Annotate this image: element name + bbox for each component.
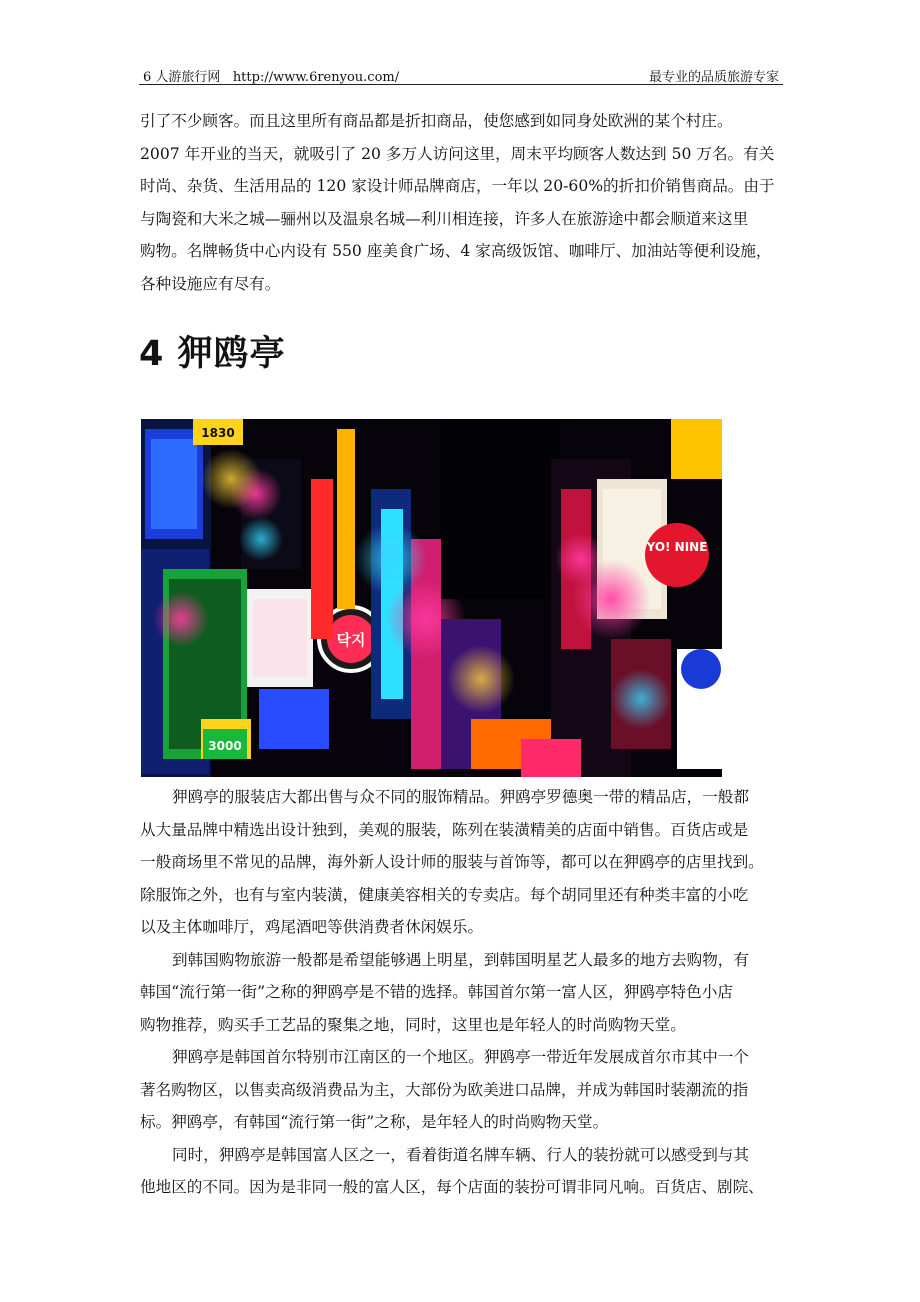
paragraph bbox=[140, 781, 786, 944]
text-line: 购物。名牌畅货中心内设有 550 座美食广场、4 家高级饭馆、咖啡厅、加油站等便利设施， bbox=[140, 242, 772, 260]
text-line: 著名购物区，以售卖高级消费品为主，大部份为欧美进口品牌，并成为韩国时装潮流的指 bbox=[140, 1080, 749, 1099]
neon-sign-text: 1830 bbox=[201, 426, 235, 440]
header-slogan: 最专业的品质旅游专家 bbox=[648, 70, 779, 85]
neon-signs-illustration bbox=[141, 419, 722, 777]
neon-street-photo bbox=[141, 419, 722, 777]
text-line: 引了不少顾客。而且这里所有商品都是折扣商品，使您感到如同身处欧洲的某个村庄。 bbox=[140, 112, 733, 130]
text-line: 除服饰之外，也有与室内装潢，健康美容相关的专卖店。每个胡同里还有种类丰富的小吃 bbox=[140, 885, 749, 904]
text-line: 他地区的不同。因为是非同一般的富人区，每个店面的装扮可谓非同凡响。百货店、剧院、 bbox=[140, 1178, 764, 1196]
paragraph bbox=[140, 1041, 786, 1139]
text-line: 韩国“流行第一街”之称的狎鸥亭是不错的选择。韩国首尔第一富人区，狎鸥亭特色小店 bbox=[140, 983, 733, 1001]
section-heading: 4 狎鸥亭 bbox=[139, 334, 286, 374]
body-text bbox=[140, 781, 786, 1204]
page-header bbox=[139, 64, 783, 84]
site-name: 6 人游旅行网 bbox=[143, 70, 221, 85]
paragraph bbox=[140, 1139, 786, 1204]
text-line: 一般商场里不常见的品牌，海外新人设计师的服装与首饰等，都可以在狎鸥亭的店里找到。 bbox=[140, 853, 764, 871]
header-site-info bbox=[143, 66, 399, 85]
neon-sign-text: 3000 bbox=[208, 739, 242, 753]
text-line: 与陶瓷和大米之城—骊州以及温泉名城—利川相连接，许多人在旅游途中都会顺道来这里 bbox=[140, 209, 749, 228]
text-line: 从大量品牌中精选出设计独到，美观的服装，陈列在装潢精美的店面中销售。百货店或是 bbox=[140, 820, 749, 839]
text-line: 购物推荐，购买手工艺品的聚集之地，同时，这里也是年轻人的时尚购物天堂。 bbox=[140, 1015, 686, 1034]
header-divider bbox=[139, 84, 783, 85]
text-line: 狎鸥亭的服装店大都出售与众不同的服饰精品。狎鸥亭罗德奥一带的精品店，一般都 bbox=[172, 788, 749, 806]
text-line: 以及主体咖啡厅，鸡尾酒吧等供消费者休闲娱乐。 bbox=[140, 918, 484, 936]
neon-sign-text: 닥지 bbox=[336, 631, 366, 649]
text-line: 标。狎鸥亭，有韩国“流行第一街”之称，是年轻人的时尚购物天堂。 bbox=[140, 1113, 609, 1131]
intro-paragraph bbox=[140, 105, 786, 300]
neon-sign-text: YO! NINE bbox=[646, 540, 708, 554]
text-line: 2007 年开业的当天，就吸引了 20 多万人访问这里，周末平均顾客人数达到 50 万名。有关 bbox=[140, 144, 775, 163]
text-line: 各种设施应有尽有。 bbox=[140, 274, 281, 293]
text-line: 时尚、杂货、生活用品的 120 家设计师品牌商店，一年以 20-60%的折扣价销售商品。由于 bbox=[140, 177, 775, 195]
text-line: 到韩国购物旅游一般都是希望能够遇上明星，到韩国明星艺人最多的地方去购物，有 bbox=[172, 950, 749, 969]
text-line: 同时，狎鸥亭是韩国富人区之一，看着街道名牌车辆、行人的装扮就可以感受到与其 bbox=[172, 1145, 749, 1164]
site-url[interactable]: http://www.6renyou.com/ bbox=[232, 70, 400, 85]
paragraph bbox=[140, 944, 786, 1042]
text-line: 狎鸥亭是韩国首尔特别市江南区的一个地区。狎鸥亭一带近年发展成首尔市其中一个 bbox=[172, 1048, 749, 1066]
